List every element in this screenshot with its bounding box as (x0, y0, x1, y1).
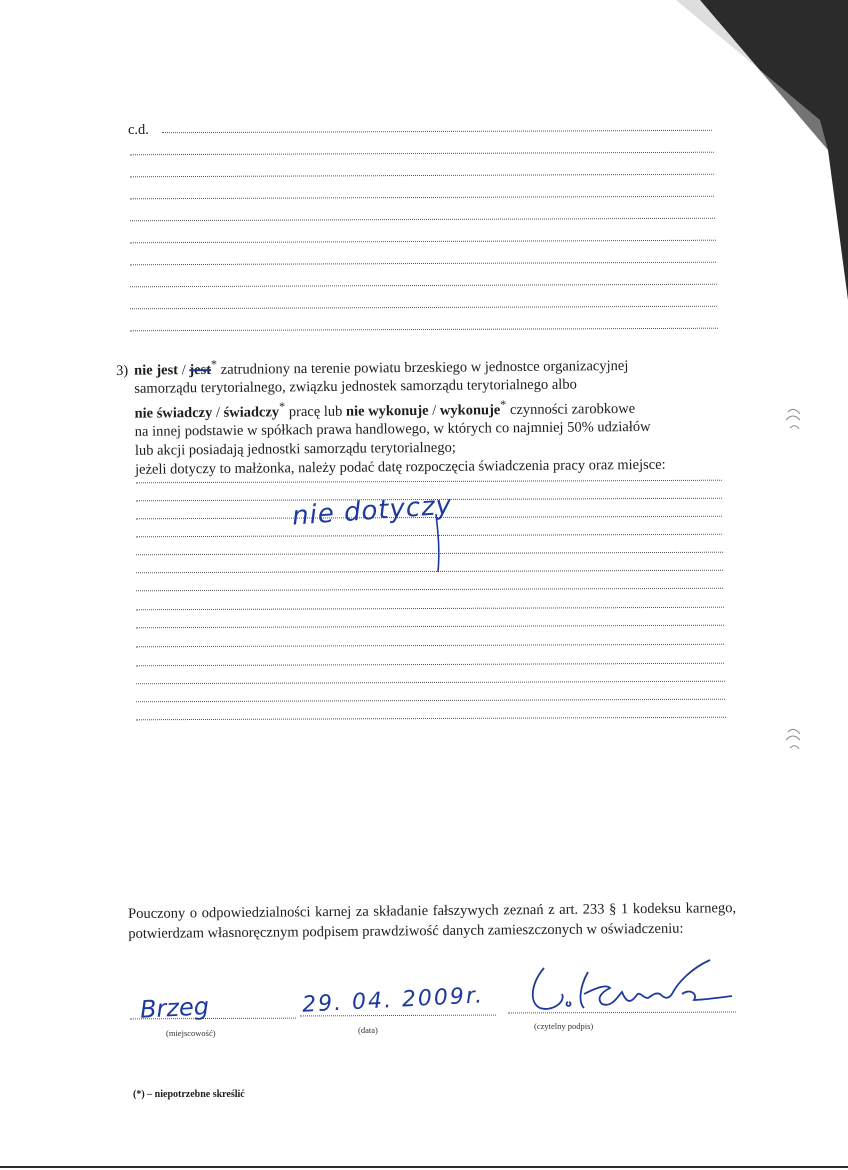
dotted-line (136, 480, 722, 484)
dotted-line (130, 284, 717, 288)
nie-swiadczy-text: nie świadczy (134, 404, 213, 422)
section-3-paragraph (116, 350, 725, 479)
dotted-line (130, 240, 716, 244)
spouse-note: jeżeli dotyczy to małżonka, należy podać datę rozpoczęcia świadczenia pracy oraz miejsce: (135, 456, 666, 478)
swiadczy-text: świadczy (223, 404, 280, 421)
dotted-line (130, 218, 715, 222)
line5: lub akcji posiadają jednostki samorządu terytorialnego; (134, 439, 456, 459)
handwriting-tail-stroke (420, 510, 450, 580)
dotted-line (136, 625, 724, 629)
dotted-line (130, 306, 717, 310)
handwritten-signature (522, 958, 742, 1018)
dotted-line (130, 152, 714, 156)
asterisk: * (210, 357, 218, 372)
section-number: 3) (116, 362, 129, 379)
slash: / (177, 362, 190, 379)
handwritten-date: 29. 04. 2009r. (301, 983, 485, 1018)
wykonuje-text: wykonuje (439, 402, 501, 419)
dotted-line (136, 663, 724, 667)
line1-rest: zatrudniony na terenie powiatu brzeskiego w jednostce organizacyjnej (217, 357, 629, 378)
nie-wykonuje-text: nie wykonuje (345, 402, 429, 420)
handwritten-answer: nie dotyczy (291, 490, 454, 532)
dotted-line (130, 328, 718, 332)
footnote: (*) – niepotrzebne skreślić (133, 1089, 245, 1100)
slash: / (428, 402, 440, 419)
asterisk: * (279, 399, 286, 414)
jest-struck-text: jest (189, 361, 212, 379)
dotted-line (136, 681, 725, 685)
line3-mid: pracę lub (285, 403, 347, 421)
declaration-text: Pouczony o odpowiedzialności karnej za składanie fałszywych zeznań z art. 233 § 1 kodeksu karnego, potwierdzam własnoręcznym podpisem prawdziwość danych zamieszczonych w oświadczeniu: (128, 900, 737, 942)
slash: / (212, 404, 224, 421)
line2: samorządu terytorialnego, związku jednostek samorządu terytorialnego albo (134, 377, 577, 398)
handwritten-place: Brzeg (139, 992, 210, 1024)
place-caption: (miejscowość) (166, 1028, 216, 1038)
signature-caption: (czytelny podpis) (534, 1021, 594, 1031)
dotted-line (136, 717, 726, 721)
dotted-line (162, 130, 712, 133)
dotted-line (136, 607, 724, 611)
continuation-label: c.d. (128, 122, 149, 138)
line4: na innej podstawie w spółkach prawa handlowego, w których co najmniej 50% udziałów (134, 419, 651, 441)
dotted-line (136, 699, 725, 703)
dotted-line (136, 588, 723, 592)
date-caption: (data) (358, 1025, 378, 1035)
asterisk: * (500, 397, 507, 412)
dotted-line (130, 174, 714, 178)
nie-jest-text: nie jest (134, 362, 179, 379)
dotted-line (130, 262, 716, 266)
line3-end: czynności zarobkowe (506, 400, 636, 419)
scan-bottom-edge (0, 1166, 848, 1168)
dotted-line (130, 196, 714, 200)
dotted-line (136, 644, 724, 648)
